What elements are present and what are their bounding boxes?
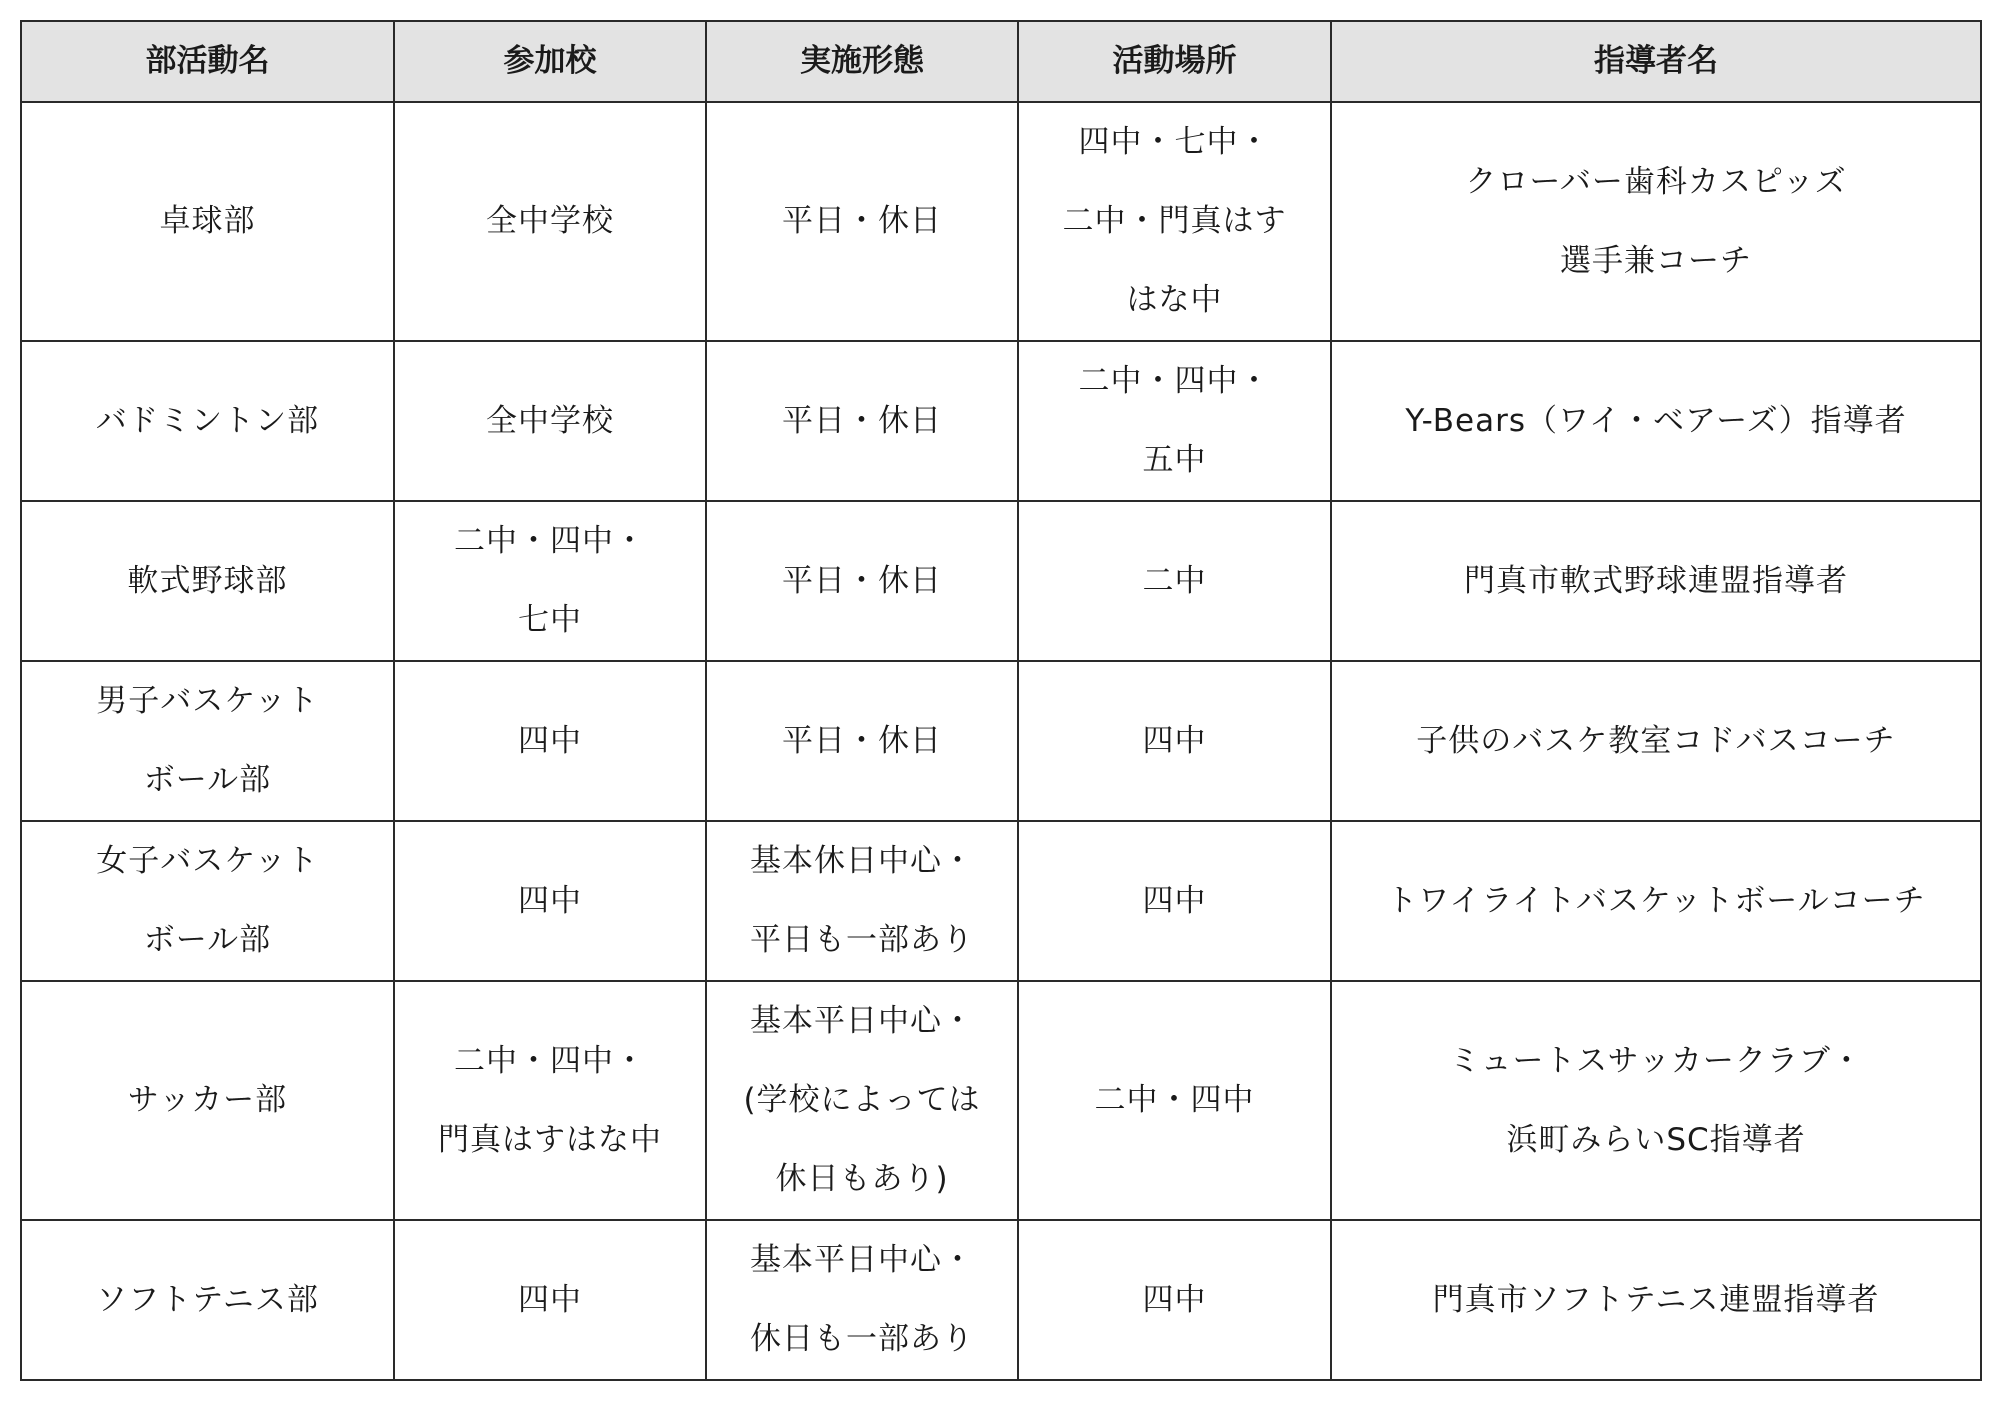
cell-line: バドミントン部 (95, 402, 320, 439)
table-row (21, 501, 1981, 661)
cell-line: 四中 (518, 882, 582, 919)
table-row (21, 1220, 1981, 1380)
cell-line: ソフトテニス部 (96, 1281, 319, 1318)
table-header (21, 21, 1981, 102)
cell-line: トワイライトバスケットボールコーチ (1386, 882, 1926, 919)
cell-instructor (1331, 102, 1981, 341)
cell-line: 女子バスケット (96, 843, 319, 879)
cell-schools (394, 102, 706, 341)
cell-line: 平日・休日 (782, 402, 942, 439)
table-body (21, 102, 1981, 1380)
table-row (21, 821, 1981, 981)
header-activity-location: 活動場所 (1018, 21, 1331, 102)
cell-line: (学校によっては (743, 1082, 981, 1118)
cell-club-name (21, 341, 394, 501)
cell-club-name (21, 981, 394, 1220)
cell-format (706, 821, 1018, 981)
cell-format (706, 661, 1018, 821)
cell-line: 二中・四中・ (454, 523, 646, 559)
cell-format (706, 1220, 1018, 1380)
cell-line: 全中学校 (486, 402, 614, 439)
header-instructor: 指導者名 (1331, 21, 1981, 102)
cell-instructor (1331, 661, 1981, 821)
cell-line: 四中・七中・ (1078, 124, 1271, 160)
cell-instructor (1331, 1220, 1981, 1380)
cell-line: 基本平日中心・ (750, 1242, 974, 1278)
cell-line: 門真市軟式野球連盟指導者 (1464, 562, 1848, 599)
header-activity-format: 実施形態 (706, 21, 1018, 102)
cell-instructor (1331, 501, 1981, 661)
cell-format (706, 501, 1018, 661)
cell-line: 二中・門真はす (1062, 203, 1287, 239)
cell-line: 浜町みらいSC指導者 (1506, 1121, 1806, 1158)
cell-club-name (21, 1220, 394, 1380)
cell-club-name (21, 501, 394, 661)
cell-line: ボール部 (143, 922, 272, 958)
cell-line: 子供のバスケ教室コドバスコーチ (1416, 722, 1896, 759)
cell-schools (394, 341, 706, 501)
cell-line: 七中 (518, 602, 582, 638)
cell-line: 五中 (1142, 442, 1207, 478)
cell-line: 軟式野球部 (127, 562, 288, 599)
header-club-name: 部活動名 (21, 21, 394, 102)
cell-schools (394, 661, 706, 821)
cell-line: 二中・四中・ (1078, 363, 1271, 399)
cell-line: 卓球部 (159, 203, 256, 239)
cell-instructor (1331, 341, 1981, 501)
cell-format (706, 981, 1018, 1220)
cell-line: 平日・休日 (782, 203, 942, 239)
cell-club-name (21, 821, 394, 981)
cell-line: 選手兼コーチ (1560, 242, 1752, 279)
cell-instructor (1331, 981, 1981, 1220)
cell-line: ボール部 (143, 762, 272, 798)
table-row (21, 981, 1981, 1220)
cell-schools (394, 821, 706, 981)
cell-line: 四中 (518, 1281, 582, 1318)
cell-line: クローバー歯科カスピッズ (1465, 163, 1847, 200)
cell-line: 二中 (1142, 562, 1207, 599)
cell-location (1018, 821, 1331, 981)
cell-line: 平日・休日 (782, 562, 942, 599)
cell-schools (394, 501, 706, 661)
cell-location (1018, 102, 1331, 341)
cell-line: 四中 (1142, 722, 1207, 759)
club-activities-table (20, 20, 1982, 1381)
cell-line: 四中 (1142, 882, 1207, 919)
cell-schools (394, 1220, 706, 1380)
cell-line: ミュートスサッカークラブ・ (1449, 1042, 1863, 1079)
cell-line: 男子バスケット (96, 683, 319, 719)
cell-line: 休日もあり) (775, 1161, 949, 1197)
cell-location (1018, 981, 1331, 1220)
cell-location (1018, 341, 1331, 501)
cell-location (1018, 1220, 1331, 1380)
table-row (21, 661, 1981, 821)
cell-line: 休日も一部あり (750, 1321, 974, 1357)
table-row (21, 102, 1981, 341)
cell-line: 平日・休日 (782, 722, 942, 759)
cell-line: 二中・四中 (1094, 1082, 1255, 1118)
cell-line: 基本平日中心・ (750, 1003, 974, 1039)
table-row (21, 341, 1981, 501)
cell-line: はな中 (1126, 282, 1223, 318)
cell-location (1018, 501, 1331, 661)
cell-line: サッカー部 (127, 1082, 288, 1118)
cell-format (706, 341, 1018, 501)
cell-line: 門真はすはな中 (438, 1121, 662, 1158)
cell-line: 四中 (1142, 1281, 1207, 1318)
cell-line: 基本休日中心・ (750, 843, 974, 879)
cell-club-name (21, 102, 394, 341)
cell-format (706, 102, 1018, 341)
cell-location (1018, 661, 1331, 821)
cell-instructor (1331, 821, 1981, 981)
cell-line: 平日も一部あり (750, 922, 974, 958)
cell-line: 門真市ソフトテニス連盟指導者 (1432, 1281, 1880, 1318)
cell-line: 四中 (518, 722, 582, 759)
cell-line: Y-Bears（ワイ・ベアーズ）指導者 (1405, 402, 1907, 439)
header-participating-schools: 参加校 (394, 21, 706, 102)
cell-line: 全中学校 (486, 203, 614, 239)
header-row (21, 21, 1981, 102)
cell-club-name (21, 661, 394, 821)
cell-schools (394, 981, 706, 1220)
cell-line: 二中・四中・ (454, 1042, 646, 1079)
